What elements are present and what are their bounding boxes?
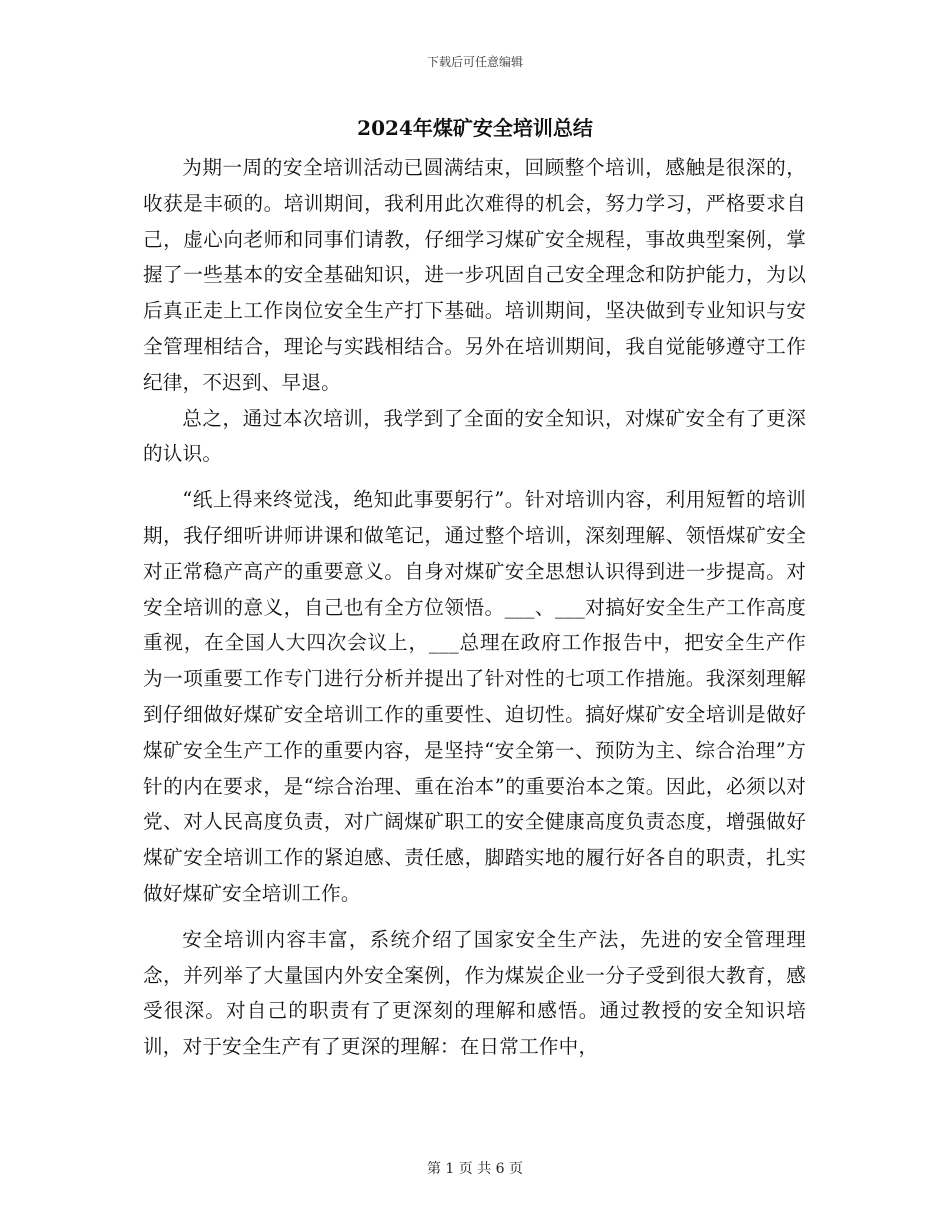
paragraph: 为期一周的安全培训活动已圆满结束，回顾整个培训，感触是很深的，收获是丰硕的。培训期间，我利用此次难得的机会，努力学习，严格要求自己，虚心向老师和同事们请教，仔细学习煤矿安全规程，事故典型案例，掌握了一些基本的安全基础知识，进一步巩固自己安全理念和防护能力，为以后真正走上工作岗位安全生产打下基础。培训期间，坚决做到专业知识与安全管理相结合，理论与实践相结合。另外在培训期间，我自觉能够遵守工作纪律，不迟到、早退。	[143, 156, 806, 394]
paragraph: 总之，通过本次培训，我学到了全面的安全知识，对煤矿安全有了更深的认识。	[143, 406, 806, 466]
document-body	[143, 150, 806, 1065]
page-indicator: 第 1 页 共 6 页	[426, 1161, 524, 1177]
paragraph: “纸上得来终觉浅，绝知此事要躬行”。针对培训内容，利用短暂的培训期，我仔细听讲师讲课和做笔记，通过整个培训，深刻理解、领悟煤矿安全对正常稳产高产的重要意义。自身对煤矿安全思想认识得到进一步提高。对安全培训的意义，自己也有全方位领悟。___、___对搞好安全生产工作高度重视，在全国人大四次会议上，___总理在政府工作报告中，把安全生产作为一项重要工作专门进行分析并提出了针对性的七项工作措施。我深刻理解到仔细做好煤矿安全培训工作的重要性、迫切性。搞好煤矿安全培训是做好煤矿安全生产工作的重要内容，是坚持“安全第一、预防为主、综合治理”方针的内在要求，是“综合治理、重在治本”的重要治本之策。因此，必须以对党、对人民高度负责，对广阔煤矿职工的安全健康高度负责态度，增强做好煤矿安全培训工作的紧迫感、责任感，脚踏实地的履行好各自的职责，扎实做好煤矿安全培训工作。	[143, 488, 806, 905]
header-note: 下载后可任意编辑	[426, 55, 523, 69]
document-title: 2024年煤矿安全培训总结	[357, 116, 593, 140]
paragraph: 安全培训内容丰富，系统介绍了国家安全生产法，先进的安全管理理念，并列举了大量国内外安全案例，作为煤炭企业一分子受到很大教育，感受很深。对自己的职责有了更深刻的理解和感悟。通过教授的安全知识培训，对于安全生产有了更深的理解：在日常工作中，	[143, 927, 806, 1059]
